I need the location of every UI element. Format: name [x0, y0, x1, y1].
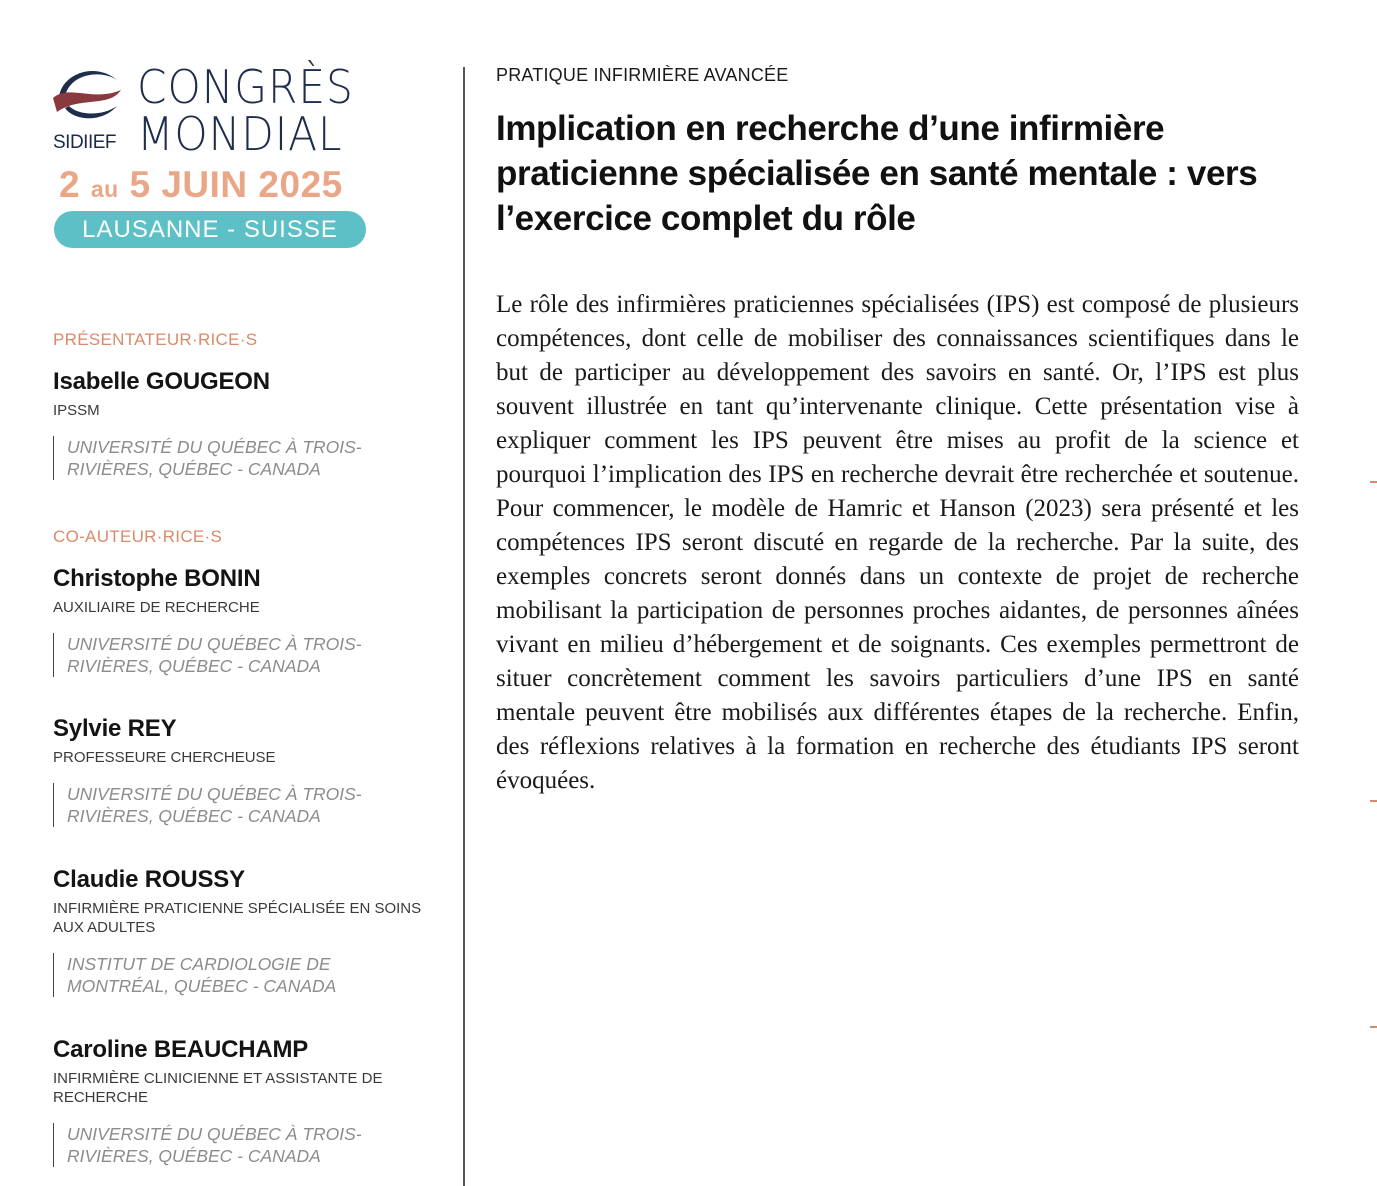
person-name: Christophe BONIN — [53, 565, 261, 592]
sidiief-swoosh-icon — [53, 62, 123, 124]
date-start: 2 — [59, 164, 81, 205]
congress-location-badge: LAUSANNE - SUISSE — [54, 211, 366, 248]
person-name: Claudie ROUSSY — [53, 866, 245, 893]
article-abstract: Le rôle des infirmières praticiennes spécialisées (IPS) est composé de plusieurs compétences, dont celle de mobiliser des connaissances scientifiques dans le but de participer au développement des savoirs en santé. Or, l’IPS est plus souvent illustrée en tant qu’intervenante clinique. Cette présentation vise à expliquer comment les IPS peuvent être mises au profit de la science et pourquoi l’implication des IPS en recherche devrait être recherchée et soutenue. Pour commencer, le modèle de Hamric et Hanson (2023) sera présenté et les compétences IPS seront discuté en regarde de la recherche. Par la suite, des exemples concrets seront donnés dans un contexte de projet de recherche mobilisant la participation de personnes proches aidantes, de personnes aînées vivant en milieu d’hébergement et de soignants. Ces exemples permettront de situer concrètement comment les savoirs particuliers d’une IPS en santé mentale peuvent être mobilisés aux différentes étapes de la recherche. Enfin, des réflexions relatives à la formation en recherche des étudiants IPS seront évoquées. — [496, 291, 1299, 794]
org-name: SIDIIEF — [53, 132, 117, 153]
coauthors-heading: CO-AUTEUR·RICE·S — [53, 527, 223, 546]
date-connector: au — [90, 176, 119, 202]
person-name: Caroline BEAUCHAMP — [53, 1036, 309, 1063]
person-role: PROFESSEURE CHERCHEUSE — [53, 749, 276, 766]
person-role: IPSSM — [53, 402, 100, 419]
coauthor-card — [53, 715, 448, 827]
title-line-1: CONGRÈS — [137, 60, 354, 114]
person-affiliation: UNIVERSITÉ DU QUÉBEC À TROIS-RIVIÈRES, QUÉBEC - CANADA — [53, 783, 393, 827]
column-divider — [463, 67, 465, 1186]
title-line-2: MONDIAL — [137, 107, 343, 161]
person-role: INFIRMIÈRE CLINICIENNE ET ASSISTANTE DE RECHERCHE — [53, 1070, 383, 1106]
edge-mark — [1370, 481, 1377, 483]
person-affiliation: INSTITUT DE CARDIOLOGIE DE MONTRÉAL, QUÉBEC - CANADA — [53, 953, 353, 997]
presenter-card — [53, 368, 448, 480]
person-name: Sylvie REY — [53, 715, 177, 742]
congress-dates — [59, 164, 343, 206]
edge-mark — [1370, 800, 1377, 802]
person-affiliation: UNIVERSITÉ DU QUÉBEC À TROIS-RIVIÈRES, QUÉBEC - CANADA — [53, 436, 393, 480]
date-end: 5 JUIN 2025 — [129, 164, 343, 205]
person-name: Isabelle GOUGEON — [53, 368, 270, 395]
person-role: AUXILIAIRE DE RECHERCHE — [53, 599, 260, 616]
congress-title — [137, 60, 354, 161]
article-category: PRATIQUE INFIRMIÈRE AVANCÉE — [496, 65, 789, 85]
person-affiliation: UNIVERSITÉ DU QUÉBEC À TROIS-RIVIÈRES, QUÉBEC - CANADA — [53, 1123, 393, 1167]
coauthor-card — [53, 1036, 448, 1167]
person-affiliation: UNIVERSITÉ DU QUÉBEC À TROIS-RIVIÈRES, QUÉBEC - CANADA — [53, 633, 393, 677]
edge-mark — [1370, 1026, 1377, 1028]
person-role: INFIRMIÈRE PRATICIENNE SPÉCIALISÉE EN SOINS AUX ADULTES — [53, 900, 422, 936]
coauthor-card — [53, 565, 448, 677]
article-title: Implication en recherche d’une infirmière praticienne spécialisée en santé mentale : vers l’exercice complet du rôle — [496, 109, 1258, 238]
coauthor-card — [53, 866, 448, 997]
congress-logo — [53, 58, 373, 258]
presenters-heading: PRÉSENTATEUR·RICE·S — [53, 330, 258, 349]
